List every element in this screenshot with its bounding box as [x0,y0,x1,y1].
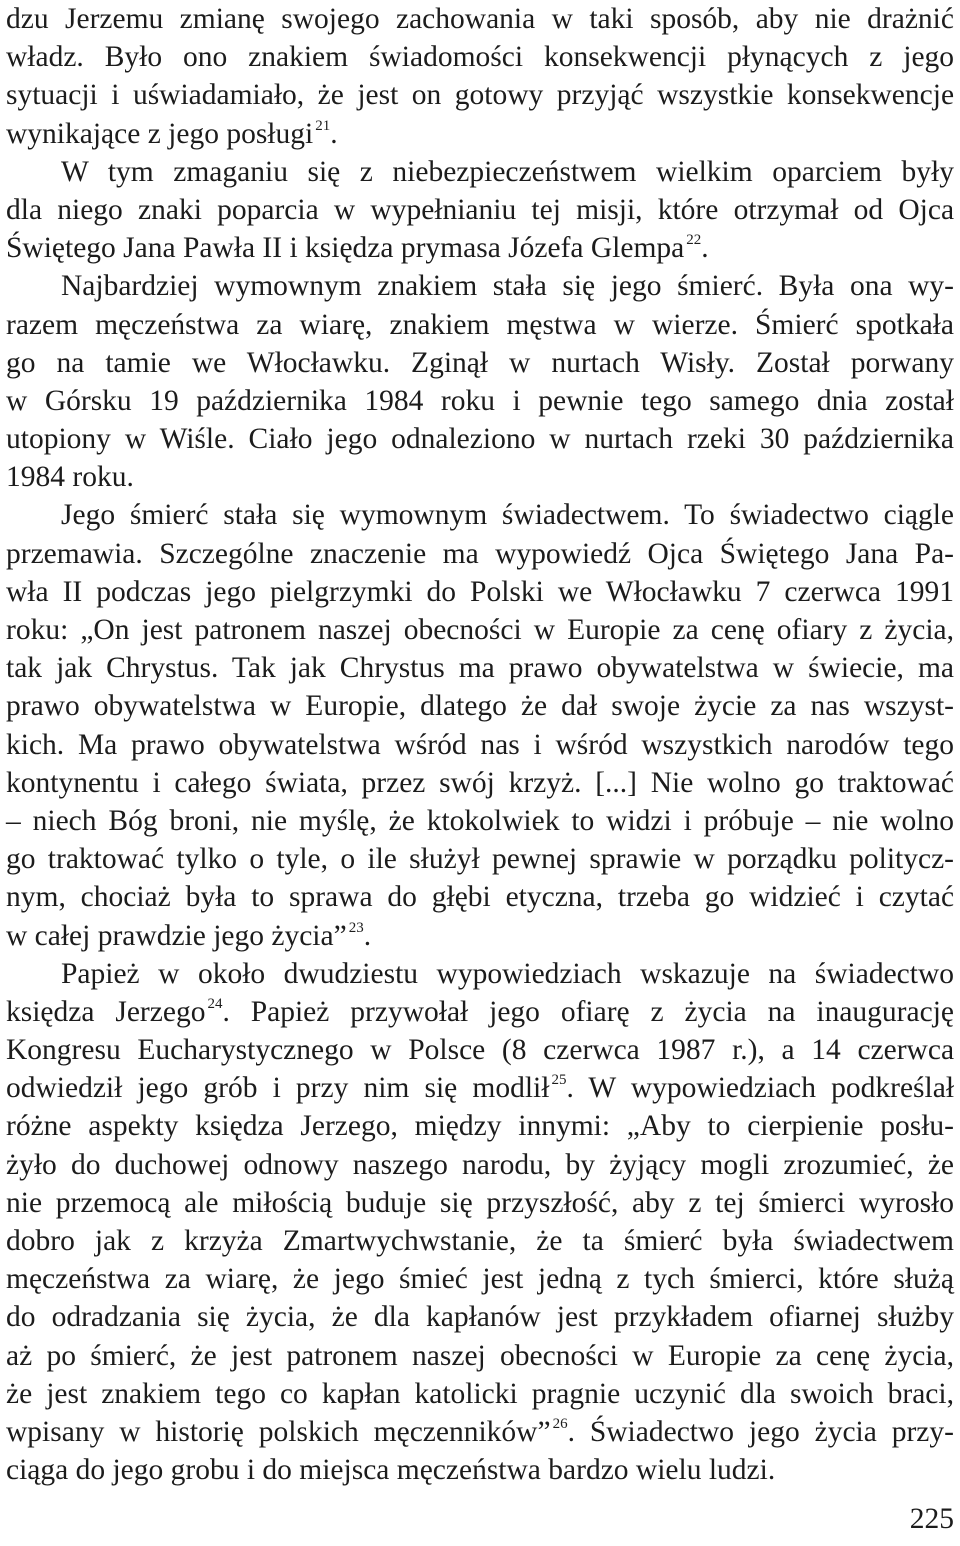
line-text: . W wypowiedziach podkreślał [566,1072,955,1105]
line-text: . [701,232,709,265]
text-line [6,1451,954,1489]
text-line [6,1413,954,1451]
footnote-marker: 26 [552,1415,568,1432]
text-line [6,993,954,1031]
line-text: księdza Jerzego [6,995,206,1028]
text-line [6,1184,954,1222]
line-text: wpisany w historię polskich męczenników” [6,1415,551,1448]
line-text: . Papież przywołał jego ofiarę z życia na inaugurację [222,995,954,1028]
line-text: sytuacji i uświadamiało, że jest on gotowy przyjąć wszystkie konsekwencje [6,79,955,112]
text-line [6,1107,954,1145]
line-text: wynikające z jego posługi [6,117,314,150]
line-text: ciąga do jego grobu i do miejsca męczeństwa bardzo wielu ludzi. [6,1454,776,1487]
text-line [6,573,954,611]
line-text: . [363,919,372,952]
line-text: go na tamie we Włocławku. Zginął w nurtach Wisły. Został porwany [6,346,954,379]
text-line [6,229,954,267]
text-line [6,76,954,114]
line-text: go traktować tylko o tyle, o ile służył pewnej sprawie w porządku politycz- [6,843,955,876]
line-text: razem męczeństwa za wiarę, znakiem męstwa w wierze. Śmierć spotkała [6,308,954,341]
paragraph-first-line [6,153,954,191]
line-text: Najbardziej wymownym znakiem stała się jego śmierć. Była ona wy- [61,270,955,303]
line-text: odwiedził jego grób i przy nim się modlił [6,1072,550,1105]
line-text: różne aspekty księdza Jerzego, między innymi: „Aby to cierpienie posłu- [6,1110,955,1143]
footnote-marker: 25 [551,1072,567,1089]
text-line [6,1260,954,1298]
line-text: kich. Ma prawo obywatelstwa wśród nas i wśród wszystkich narodów tego [6,728,955,761]
line-text: 1984 roku. [6,461,134,494]
text-line [6,420,954,458]
paragraph-first-line [6,496,954,534]
text-line [6,687,954,725]
paragraph-first-line [6,267,954,305]
line-text: nie przemocą ale miłością buduje się przyszłość, aby z tej śmierci wyrosło [6,1186,954,1219]
text-line [6,1069,954,1107]
line-text: Papież w około dwudziestu wypowiedziach wskazuje na świadectwo [61,957,955,990]
text-line [6,611,954,649]
line-text: W tym zmaganiu się z niebezpieczeństwem wielkim oparciem były [61,155,954,188]
text-line [6,191,954,229]
line-text: roku: „On jest patronem naszej obecności w Europie za cenę ofiary z życia, [6,614,955,646]
line-text: Jego śmierć stała się wymownym świadectwem. To świadectwo ciągle [61,499,955,532]
page-number: 225 [909,1503,954,1535]
text-line [6,458,954,496]
text-line [6,764,954,802]
line-text: aż po śmierć, że jest patronem naszej obecności w Europie za cenę życia, [6,1339,954,1372]
line-text: w Górsku 19 października 1984 roku i pewnie tego samego dnia został [6,384,954,417]
text-line [6,115,954,153]
line-text: kontynentu i całego świata, przez swój krzyż. [...] Nie wolno go traktować [6,766,955,799]
line-text: dzu Jerzemu zmianę swojego zachowania w taki sposób, aby nie drażnić [6,3,954,35]
line-text: żyło do duchowej odnowy naszego narodu, by żyjący mogli zrozumieć, że [6,1148,954,1181]
line-text: prawo obywatelstwa w Europie, dlatego że dał swoje życie za nas wszyst- [6,690,955,723]
text-line [6,802,954,840]
text-line [6,917,954,955]
text-line [6,1031,954,1069]
line-text: . Świadectwo jego życia przy- [567,1415,954,1448]
line-text: w całej prawdzie jego życia” [6,919,347,952]
line-text: Kongresu Eucharystycznego w Polsce (8 czerwca 1987 r.), a 14 czerwca [6,1034,955,1067]
text-line [6,878,954,916]
text-line [6,38,954,76]
line-text: dla niego znaki poparcia w wypełnianiu tej misji, które otrzymał od Ojca [6,193,955,226]
text-line [6,344,954,382]
line-text: . [330,117,338,150]
line-text: przemawia. Szczególne znaczenie ma wypowiedź Ojca Świętego Jana Pa- [6,537,954,570]
text-line [6,840,954,878]
footnote-marker: 23 [348,919,364,936]
text-line [6,1146,954,1184]
line-text: że jest znakiem tego co kapłan katolicki pragnie uczynić dla swoich braci, [6,1377,954,1410]
line-text: męczeństwa za wiarę, że jego śmieć jest jedną z tych śmierci, które służą [6,1263,954,1296]
line-text: Świętego Jana Pawła II i księdza prymasa Józefa Glempa [6,232,685,265]
text-line [6,1298,954,1336]
text-line [6,306,954,344]
line-text: tak jak Chrystus. Tak jak Chrystus ma prawo obywatelstwa w świecie, ma [6,652,954,685]
footnote-marker: 22 [686,232,702,249]
text-line [6,1375,954,1413]
line-text: wła II podczas jego pielgrzymki do Polski we Włocławku 7 czerwca 1991 [6,575,954,608]
line-text: dobro jak z krzyża Zmartwychwstanie, że ta śmierć była świadectwem [6,1225,954,1257]
line-text: władz. Było ono znakiem świadomości konsekwencji płynących z jego [6,41,955,74]
document-body [6,0,954,1489]
text-line [6,1337,954,1375]
footnote-marker: 24 [207,995,223,1012]
paragraph-first-line [6,955,954,993]
line-text: do odradzania się życia, że dla kapłanów jest przykładem ofiarnej służby [6,1301,954,1334]
line-text: nym, chociaż była to sprawa do głębi etyczna, trzeba go widzieć i czytać [6,881,955,914]
text-line [6,649,954,687]
text-line [6,0,954,38]
text-line [6,726,954,764]
text-line [6,1222,954,1260]
footnote-marker: 21 [315,117,331,134]
line-text: utopiony w Wiśle. Ciało jego odnaleziono w nurtach rzeki 30 października [6,423,954,456]
text-line [6,535,954,573]
line-text: – niech Bóg broni, nie myślę, że ktokolwiek to widzi i próbuje – nie wolno [6,804,954,837]
text-line [6,382,954,420]
